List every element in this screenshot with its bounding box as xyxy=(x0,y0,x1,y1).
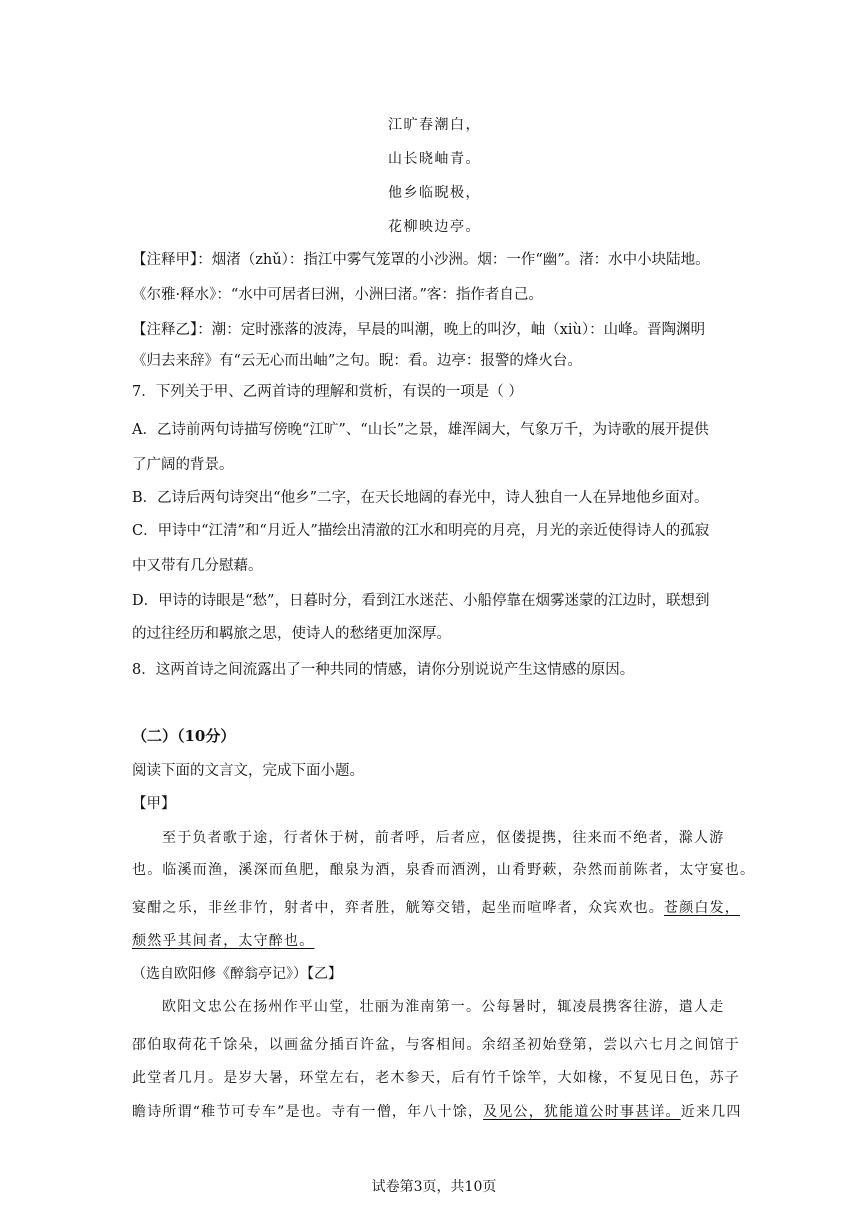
passage-yi-line-1: 欧阳文忠公在扬州作平山堂，壮丽为淮南第一。公每暑时，辄凌晨携客往游，遣人走 xyxy=(162,999,725,1015)
passage-jia-label: 【甲】 xyxy=(132,796,176,812)
passage-yi-line-4 xyxy=(132,1103,742,1121)
underlined-sentence-jia-part-2: 颓然乎其间者，太守醉也。 xyxy=(132,933,315,949)
passage-source: （选自欧阳修《醉翁亭记》）【乙】 xyxy=(132,966,342,982)
poem-line-4: 花柳映边亭。 xyxy=(388,219,481,235)
underlined-sentence-jia-part-1: 苍颜白发， xyxy=(664,900,740,916)
passage-jia-line-1: 至于负者歌于途，行者休于树，前者呼，后者应，伛偻提携，往来而不绝者，滁人游 xyxy=(162,830,725,846)
poem-line-3: 他乡临睨极， xyxy=(388,185,481,201)
passage-jia-line-2: 也。临溪而渔，溪深而鱼肥，酿泉为酒，泉香而酒洌，山肴野蔌，杂然而前陈者，太守宴也。 xyxy=(132,862,756,878)
question-7-stem: 7．下列关于甲、乙两首诗的理解和赏析，有误的一项是（ ） xyxy=(132,384,523,400)
poem-line-1: 江旷春潮白， xyxy=(388,117,481,133)
note-b-line-1: 【注释乙】：潮：定时涨落的波涛，早晨的叫潮，晚上的叫汐，岫（xiù）：山峰。晋陶渊明 xyxy=(132,322,706,338)
note-a-line-2: 《尔雅·释水》：“水中可居者曰洲，小洲曰渚。”客：指作者自己。 xyxy=(132,287,543,303)
q7-option-d-line-1: D．甲诗的诗眼是“愁”，日暮时分，看到江水迷茫、小船停靠在烟雾迷蒙的江边时，联想到 xyxy=(132,593,710,609)
q7-option-a-line-1: A．乙诗前两句诗描写傍晚“江旷”、“山长”之景，雄浑阔大，气象万千，为诗歌的展开提供 xyxy=(132,422,709,438)
passage-jia-line-3 xyxy=(132,899,740,917)
note-a-line-1: 【注释甲】：烟渚（zhǔ）：指江中雾气笼罩的小沙洲。烟：一作“幽”。渚：水中小块陆地。 xyxy=(132,252,710,268)
q7-option-b: B．乙诗后两句诗突出“他乡”二字，在天长地阔的春光中，诗人独自一人在异地他乡面对。 xyxy=(132,490,709,506)
poem-line-2: 山长晓岫青。 xyxy=(388,151,481,167)
q7-option-c-line-1: C．甲诗中“江清”和“月近人”描绘出清澈的江水和明亮的月亮，月光的亲近使得诗人的孤寂 xyxy=(132,523,710,539)
page-footer: 试卷第3页，共10页 xyxy=(371,1179,497,1195)
passage-jia-line-3-text: 宴酣之乐，非丝非竹，射者中，弈者胜，觥筹交错，起坐而喧哗者，众宾欢也。 xyxy=(132,900,664,916)
q7-option-d-line-2: 的过往经历和羁旅之思，使诗人的愁绪更加深厚。 xyxy=(132,626,451,642)
note-b-line-2: 《归去来辞》有“云无心而出岫”之句。睨：看。边亭：报警的烽火台。 xyxy=(132,353,582,369)
passage-yi-line-3: 此堂者几月。是岁大暑，环堂左右，老木参天，后有竹千馀竿，大如椽，不复见日色，苏子 xyxy=(132,1070,740,1086)
passage-yi-line-4-tail: 近来几四 xyxy=(680,1104,742,1120)
q7-option-a-line-2: 了广阔的背景。 xyxy=(132,457,234,473)
passage-yi-line-2: 邵伯取荷花千馀朵，以画盆分插百许盆，与客相间。余绍圣初始登第，尝以六七月之间馆于 xyxy=(132,1037,740,1053)
question-8: 8．这两首诗之间流露出了一种共同的情感，请你分别说说产生这情感的原因。 xyxy=(132,662,635,678)
section-2-intro: 阅读下面的文言文，完成下面小题。 xyxy=(132,763,364,779)
passage-yi-line-4-text: 瞻诗所谓“稚节可专车”是也。寺有一僧，年八十馀， xyxy=(132,1104,484,1120)
underlined-sentence-yi: 及见公，犹能道公时事甚详。 xyxy=(483,1104,681,1120)
section-2-heading: （二）（10分） xyxy=(132,727,236,745)
q7-option-c-line-2: 中又带有几分慰藉。 xyxy=(132,558,263,574)
